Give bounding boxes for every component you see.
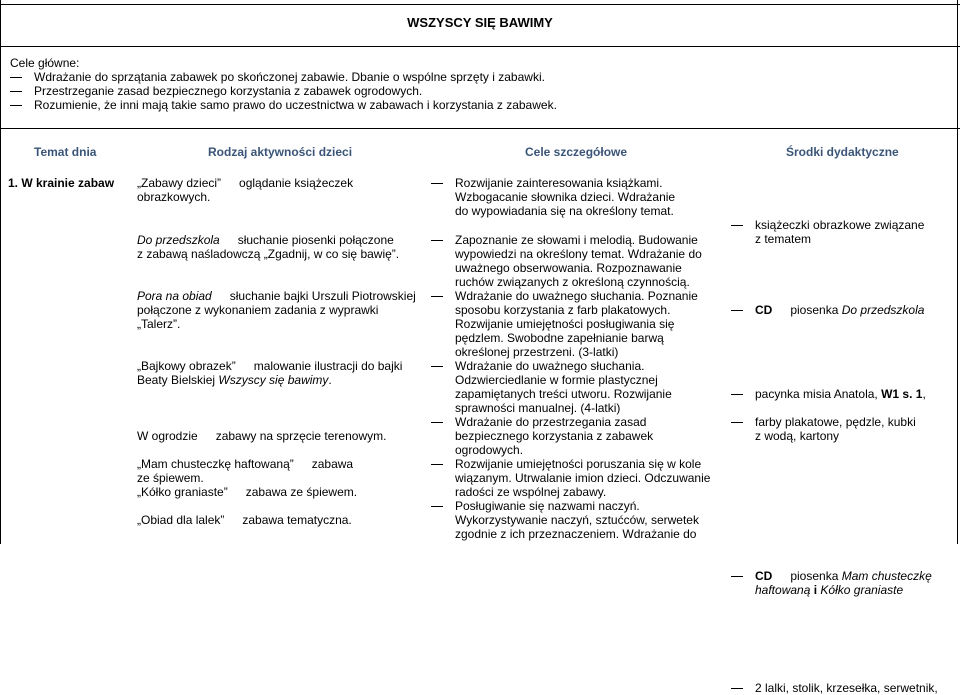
goal-block: Posługiwanie się nazwami naczyń. Wykorzystywanie naczyń, sztućców, serwetek zgodnie z ich przeznaczeniem. Wdrażanie do: [431, 499, 726, 541]
row1-goals: Rozwijanie zainteresowania książkami. Wzbogacanie słownika dzieci. Wdrażanie do wypowiadania się na określony temat.: [431, 176, 745, 218]
main-goal-item: Rozumienie, że inni mają takie samo prawo do uczestnictwa w zabawach i korzystania z zabawek.: [10, 98, 910, 112]
material-paints: farby plakatowe, pędzle, kubki z wodą, kartony: [731, 415, 960, 443]
main-goal-item: Wdrażanie do sprzątania zabawek po skończonej zabawie. Dbanie o wspólne sprzęty i zabawki.: [10, 70, 910, 84]
main-goals-heading: Cele główne:: [10, 56, 80, 70]
table-border-top: [0, 4, 960, 5]
header-topic: Temat dnia: [34, 145, 97, 159]
header-materials: Środki dydaktyczne: [786, 145, 899, 159]
row2-goals: [431, 233, 726, 541]
material-puppet: pacynka misia Anatola, W1 s. 1,: [731, 387, 960, 401]
row1-materials: książeczki obrazkowe związane z tematem: [731, 218, 960, 246]
goal-block: Wdrażanie do uważnego słuchania. Odzwierciedlanie w formie plastycznej zapamiętanych treści utworu. Rozwijanie sprawności manualnej. (4-latki): [431, 359, 726, 415]
material-dolls: 2 lalki, stolik, krzesełka, serwetnik,: [731, 681, 960, 695]
goal-block: Wdrażanie do przestrzegania zasad bezpiecznego korzystania z zabawek ogrodowych.: [431, 415, 726, 457]
title-row-divider: [0, 46, 960, 47]
goal-block: Zapoznanie ze słowami i melodią. Budowanie wypowiedzi na określony temat. Wdrażanie do uważnego obserwowania. Rozpoznawanie ruchów związanych z określoną czynnością.: [431, 233, 726, 289]
row2-activities: Do przedszkola słuchanie piosenki połączone z zabawą naśladowczą „Zgadnij, w co się bawię”. Pora na obiad słuchanie bajki Urszuli Piotrowskiej połączone z wykonaniem zadania z wyprawki „Talerz”. „Bajkowy obrazek” malowanie ilustracji do bajki Beaty Bielskiej Wszyscy się bawimy. W ogrodzie zabawy na sprzęcie terenowym. „Mam chusteczkę haftowaną” zabawa ze śpiewem. „Kółko graniaste” zabawa ze śpiewem. „Obiad dla lalek” zabawa tematyczna.: [137, 233, 416, 527]
material-cd-2: CD piosenka Mam chusteczkę haftowaną i Kółko graniaste: [731, 569, 960, 597]
goal-block: Rozwijanie umiejętności poruszania się w kole wiązanym. Utrwalanie imion dzieci. Odczuwanie radości ze wspólnej zabawy.: [431, 457, 726, 499]
header-goals: Cele szczegółowe: [525, 145, 628, 159]
row1-activity: „Zabawy dzieci” oglądanie książeczek obrazkowych.: [137, 176, 354, 204]
table-border-right: [957, 0, 958, 544]
table-border-left: [0, 0, 1, 544]
goals-row-divider: [0, 128, 960, 129]
header-activity: Rodzaj aktywności dzieci: [208, 145, 353, 159]
goal-block: Wdrażanie do uważnego słuchania. Poznanie sposobu korzystania z farb plakatowych. Rozwijanie umiejętności posługiwania się pędzlem. Swobodne zapełnianie barwą określonej przestrzeni. (3-latki): [431, 289, 726, 359]
main-goal-item: Przestrzeganie zasad bezpiecznego korzystania z zabawek ogrodowych.: [10, 84, 910, 98]
day-topic: 1. W krainie zabaw: [8, 176, 115, 190]
main-goals: [10, 56, 910, 112]
page-title: WSZYSCY SIĘ BAWIMY: [407, 15, 553, 30]
material-cd-1: CD piosenka Do przedszkola: [731, 303, 960, 317]
